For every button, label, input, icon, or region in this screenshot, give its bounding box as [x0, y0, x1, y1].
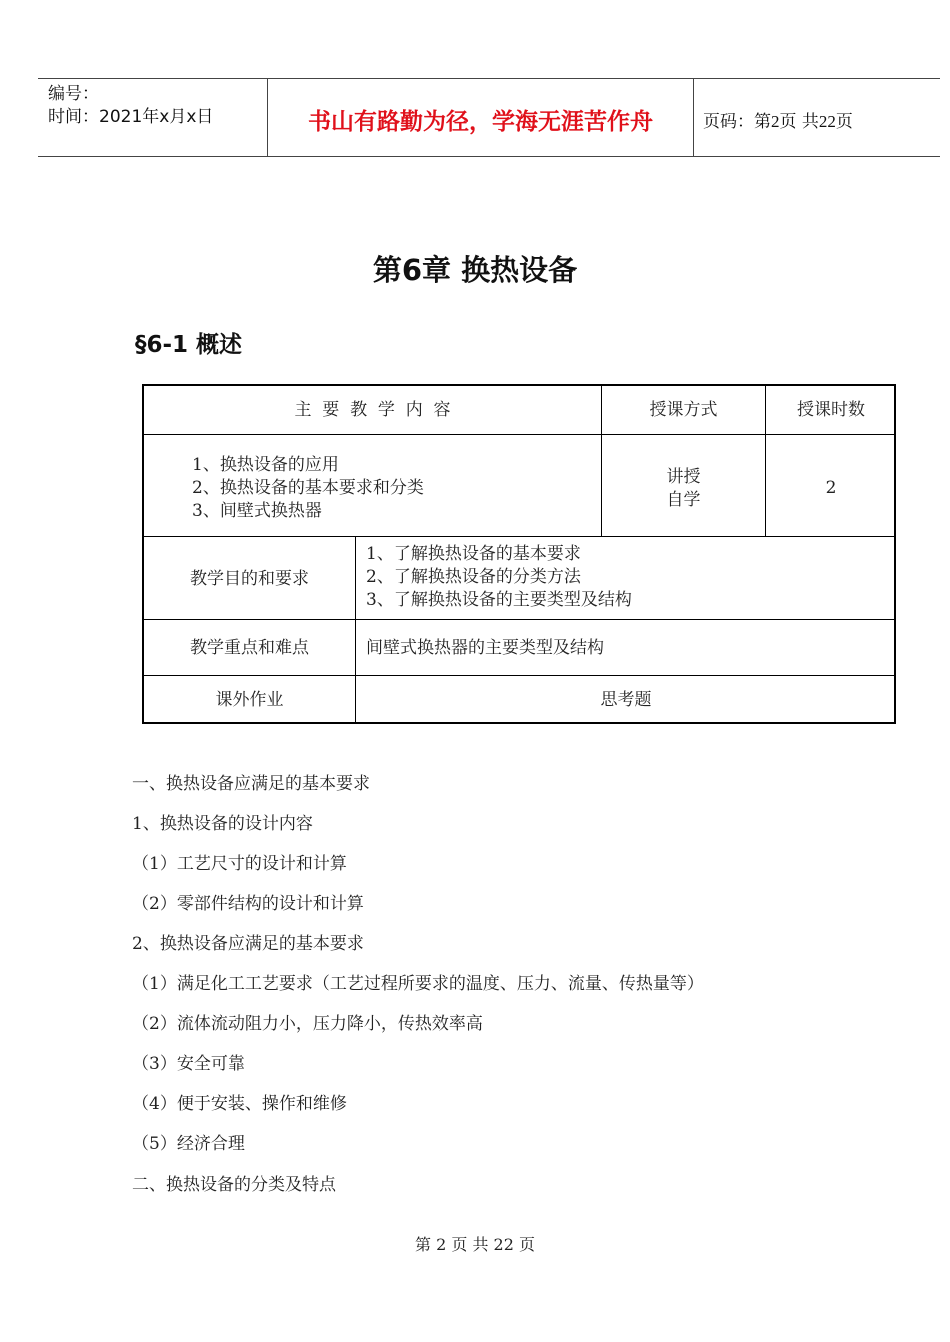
key-text: 间壁式换热器的主要类型及结构 — [366, 638, 604, 658]
page-middle: 页 共 — [779, 112, 819, 132]
content-list — [192, 454, 424, 523]
page-current: 2 — [771, 112, 780, 131]
col-header-content: 主 要 教 学 内 容 — [294, 400, 451, 420]
method-item: 讲授 — [666, 467, 701, 487]
body-line: （2）零部件结构的设计和计算 — [132, 894, 364, 914]
goal-list — [366, 543, 632, 612]
goal-item: 3、了解换热设备的主要类型及结构 — [366, 590, 632, 610]
body-line: 2、换热设备应满足的基本要求 — [132, 934, 364, 954]
body-line: （4）便于安装、操作和维修 — [132, 1094, 347, 1114]
body-line: （1）满足化工工艺要求（工艺过程所要求的温度、压力、流量、传热量等） — [132, 974, 704, 994]
header-divider — [693, 79, 694, 156]
table-rule — [144, 536, 894, 537]
table-rule — [144, 434, 894, 435]
content-item: 3、间壁式换热器 — [192, 501, 322, 521]
homework-text: 思考题 — [600, 690, 652, 710]
method-item: 自学 — [666, 490, 701, 510]
key-label: 教学重点和难点 — [190, 638, 309, 658]
method-list — [602, 466, 765, 512]
body-line: （1）工艺尺寸的设计和计算 — [132, 854, 347, 874]
lesson-table — [142, 384, 896, 724]
body-line: （3）安全可靠 — [132, 1054, 245, 1074]
header-page-info — [703, 107, 853, 132]
body-line: （5）经济合理 — [132, 1134, 245, 1154]
time-label: 时间：2021年x月x日 — [48, 107, 214, 127]
body-line: （2）流体流动阻力小，压力降小，传热效率高 — [132, 1014, 483, 1034]
page-header — [38, 78, 940, 157]
section-title: §6-1 概述 — [135, 332, 243, 358]
col-header-hours: 授课时数 — [797, 400, 865, 420]
chapter-title: 第6章 换热设备 — [372, 253, 578, 287]
page-suffix: 页 — [835, 112, 853, 132]
header-motto: 书山有路勤为径，学海无涯苦作舟 — [308, 109, 653, 135]
header-meta — [48, 83, 213, 129]
col-header-method: 授课方式 — [649, 400, 718, 420]
hours-value: 2 — [825, 478, 837, 498]
page-total: 22 — [818, 112, 836, 131]
body-line: 一、换热设备应满足的基本要求 — [132, 774, 370, 794]
page-prefix: 页码：第 — [703, 112, 771, 132]
content-item: 2、换热设备的基本要求和分类 — [192, 478, 424, 498]
content-item: 1、换热设备的应用 — [192, 455, 339, 475]
table-rule — [144, 619, 894, 620]
table-rule — [144, 675, 894, 676]
page-footer: 第 2 页 共 22 页 — [415, 1235, 535, 1254]
body-line: 1、换热设备的设计内容 — [132, 814, 313, 834]
goal-label: 教学目的和要求 — [190, 569, 309, 589]
homework-label: 课外作业 — [215, 690, 284, 710]
code-label: 编号： — [48, 84, 99, 104]
goal-item: 1、了解换热设备的基本要求 — [366, 544, 581, 564]
body-line: 二、换热设备的分类及特点 — [132, 1175, 336, 1195]
goal-item: 2、了解换热设备的分类方法 — [366, 567, 581, 587]
